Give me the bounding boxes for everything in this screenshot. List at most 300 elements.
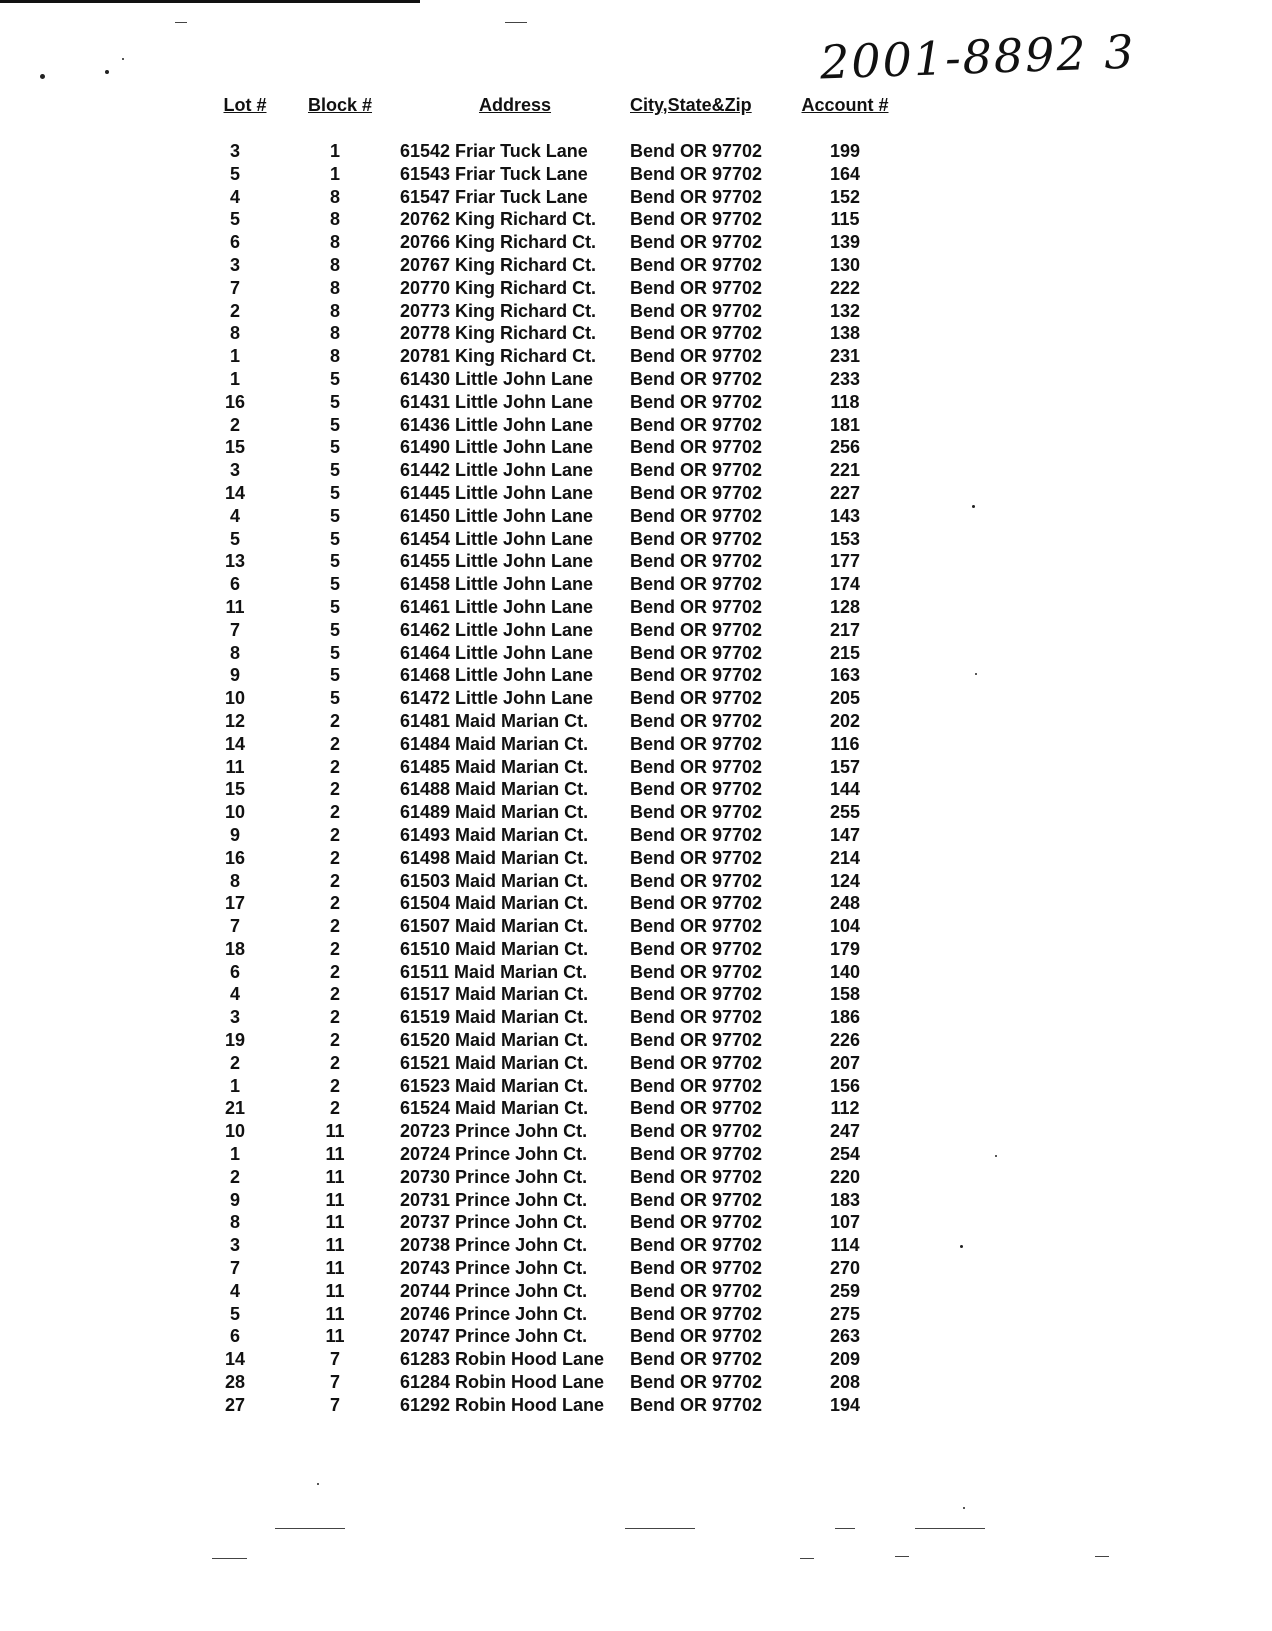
- block-cell: 2: [329, 756, 340, 777]
- account-cell: 130: [829, 254, 861, 275]
- header-address: Address: [478, 95, 552, 115]
- account-cell: 128: [829, 596, 861, 617]
- lot-cell: 6: [229, 1326, 240, 1347]
- lot-cell: 2: [229, 1052, 240, 1073]
- table-row: [200, 938, 920, 961]
- table-row: [200, 1303, 920, 1326]
- account-cell: 199: [829, 141, 861, 161]
- account-cell: 132: [829, 300, 861, 321]
- address-cell: 61484 Maid Marian Ct.: [400, 733, 589, 754]
- table-row: [200, 824, 920, 847]
- handwritten-document-number: 2001-8892 3: [819, 24, 1137, 90]
- block-cell: 5: [329, 528, 340, 549]
- lot-cell: 4: [229, 186, 240, 207]
- block-cell: 2: [329, 779, 340, 800]
- account-cell: 221: [829, 460, 861, 481]
- city-state-zip-cell: Bend OR 97702: [630, 893, 763, 914]
- account-cell: 153: [829, 528, 861, 549]
- table-row: [200, 1325, 920, 1348]
- account-cell: 158: [829, 984, 861, 1005]
- city-state-zip-cell: Bend OR 97702: [630, 141, 763, 161]
- city-state-zip-cell: Bend OR 97702: [630, 1144, 763, 1165]
- address-cell: 61523 Maid Marian Ct.: [400, 1075, 589, 1096]
- lot-cell: 15: [224, 437, 246, 458]
- lot-cell: 11: [225, 756, 245, 777]
- header-account: Account #: [801, 95, 889, 115]
- address-cell: 61430 Little John Lane: [400, 368, 594, 389]
- lot-cell: 3: [229, 1007, 240, 1028]
- address-cell: 61485 Maid Marian Ct.: [400, 756, 589, 777]
- lot-cell: 11: [225, 596, 245, 617]
- city-state-zip-cell: Bend OR 97702: [630, 916, 763, 937]
- address-cell: 20773 King Richard Ct.: [400, 300, 597, 321]
- block-cell: 5: [329, 642, 340, 663]
- scan-speck: [995, 1155, 997, 1157]
- table-row: [200, 710, 920, 733]
- block-cell: 5: [329, 688, 340, 709]
- city-state-zip-cell: Bend OR 97702: [630, 847, 763, 868]
- account-cell: 181: [829, 414, 861, 435]
- lot-cell: 19: [224, 1030, 246, 1051]
- city-state-zip-cell: Bend OR 97702: [630, 1030, 763, 1051]
- city-state-zip-cell: Bend OR 97702: [630, 1052, 763, 1073]
- table-row: [200, 322, 920, 345]
- account-cell: 139: [829, 232, 861, 253]
- table-row: [200, 1097, 920, 1120]
- table-row: [200, 186, 920, 209]
- account-cell: 275: [829, 1303, 861, 1324]
- table-row: [200, 961, 920, 984]
- account-cell: 263: [829, 1326, 861, 1347]
- table-row: [200, 1029, 920, 1052]
- block-cell: 11: [325, 1212, 345, 1233]
- table-row: [200, 482, 920, 505]
- city-state-zip-cell: Bend OR 97702: [630, 1166, 763, 1187]
- lot-cell: 7: [229, 916, 240, 937]
- account-cell: 247: [829, 1121, 861, 1142]
- lot-cell: 8: [229, 642, 240, 663]
- lot-cell: 3: [229, 460, 240, 481]
- table-row: [200, 345, 920, 368]
- lot-cell: 2: [229, 300, 240, 321]
- address-cell: 20767 King Richard Ct.: [400, 254, 597, 275]
- lot-cell: 1: [229, 346, 240, 367]
- block-cell: 2: [329, 1075, 340, 1096]
- address-cell: 61490 Little John Lane: [400, 437, 594, 458]
- city-state-zip-cell: Bend OR 97702: [630, 254, 763, 275]
- table-row: [200, 1120, 920, 1143]
- lot-cell: 3: [229, 1235, 240, 1256]
- city-state-zip-cell: Bend OR 97702: [630, 574, 763, 595]
- lot-cell: 5: [229, 1303, 240, 1324]
- address-cell: 20738 Prince John Ct.: [400, 1235, 588, 1256]
- block-cell: 2: [329, 961, 340, 982]
- account-cell: 143: [829, 505, 861, 526]
- block-cell: 2: [329, 824, 340, 845]
- city-state-zip-cell: Bend OR 97702: [630, 1280, 763, 1301]
- block-cell: 5: [329, 574, 340, 595]
- account-cell: 116: [830, 733, 860, 754]
- table-row: [200, 1052, 920, 1075]
- address-cell: 20762 King Richard Ct.: [400, 209, 597, 230]
- table-row: [200, 801, 920, 824]
- block-cell: 5: [329, 460, 340, 481]
- account-cell: 183: [829, 1189, 861, 1210]
- account-cell: 174: [829, 574, 861, 595]
- block-cell: 11: [325, 1280, 345, 1301]
- account-cell: 107: [829, 1212, 861, 1233]
- account-cell: 164: [829, 163, 861, 184]
- block-cell: 5: [329, 619, 340, 640]
- table-row: [200, 1348, 920, 1371]
- address-cell: 20737 Prince John Ct.: [400, 1212, 588, 1233]
- table-row: [200, 596, 920, 619]
- table-row: [200, 983, 920, 1006]
- table-row: [200, 1006, 920, 1029]
- address-cell: 61511 Maid Marian Ct.: [400, 961, 588, 982]
- lot-cell: 7: [229, 1258, 240, 1279]
- address-cell: 61489 Maid Marian Ct.: [400, 802, 589, 823]
- table-header: [200, 94, 920, 140]
- account-cell: 209: [829, 1349, 861, 1370]
- block-cell: 7: [329, 1394, 340, 1415]
- city-state-zip-cell: Bend OR 97702: [630, 551, 763, 572]
- city-state-zip-cell: Bend OR 97702: [630, 756, 763, 777]
- lot-cell: 10: [224, 1121, 246, 1142]
- block-cell: 7: [329, 1349, 340, 1370]
- address-cell: 20743 Prince John Ct.: [400, 1258, 588, 1279]
- account-cell: 222: [829, 277, 861, 298]
- account-cell: 179: [829, 938, 861, 959]
- table-row: [200, 1234, 920, 1257]
- account-cell: 207: [829, 1052, 861, 1073]
- lot-cell: 8: [229, 1212, 240, 1233]
- block-cell: 5: [329, 391, 340, 412]
- block-cell: 2: [329, 1052, 340, 1073]
- city-state-zip-cell: Bend OR 97702: [630, 368, 763, 389]
- account-cell: 144: [829, 779, 861, 800]
- account-cell: 254: [829, 1144, 861, 1165]
- account-cell: 104: [829, 916, 861, 937]
- table-row: [200, 414, 920, 437]
- city-state-zip-cell: Bend OR 97702: [630, 961, 763, 982]
- table-row: [200, 368, 920, 391]
- city-state-zip-cell: Bend OR 97702: [630, 870, 763, 891]
- block-cell: 8: [329, 186, 340, 207]
- block-cell: 2: [329, 984, 340, 1005]
- city-state-zip-cell: Bend OR 97702: [630, 1258, 763, 1279]
- address-cell: 61292 Robin Hood Lane: [400, 1394, 605, 1415]
- address-cell: 20744 Prince John Ct.: [400, 1280, 588, 1301]
- city-state-zip-cell: Bend OR 97702: [630, 209, 763, 230]
- address-cell: 61481 Maid Marian Ct.: [400, 710, 589, 731]
- table-row: [200, 892, 920, 915]
- city-state-zip-cell: Bend OR 97702: [630, 596, 763, 617]
- address-cell: 61504 Maid Marian Ct.: [400, 893, 589, 914]
- block-cell: 11: [325, 1121, 345, 1142]
- lot-cell: 6: [229, 961, 240, 982]
- lot-account-table: [200, 94, 920, 1417]
- account-cell: 215: [829, 642, 861, 663]
- block-cell: 8: [329, 232, 340, 253]
- address-cell: 61503 Maid Marian Ct.: [400, 870, 589, 891]
- city-state-zip-cell: Bend OR 97702: [630, 482, 763, 503]
- account-cell: 220: [829, 1166, 861, 1187]
- account-cell: 202: [829, 710, 861, 731]
- city-state-zip-cell: Bend OR 97702: [630, 733, 763, 754]
- table-row: [200, 664, 920, 687]
- lot-cell: 2: [229, 1166, 240, 1187]
- city-state-zip-cell: Bend OR 97702: [630, 1235, 763, 1256]
- lot-cell: 18: [224, 938, 246, 959]
- account-cell: 112: [830, 1098, 860, 1119]
- account-cell: 152: [829, 186, 861, 207]
- scan-speck: [122, 58, 124, 60]
- city-state-zip-cell: Bend OR 97702: [630, 346, 763, 367]
- address-cell: 20747 Prince John Ct.: [400, 1326, 588, 1347]
- table-row: [200, 1257, 920, 1280]
- city-state-zip-cell: Bend OR 97702: [630, 1372, 763, 1393]
- account-cell: 138: [829, 323, 861, 344]
- address-cell: 20723 Prince John Ct.: [400, 1121, 588, 1142]
- lot-cell: 10: [224, 802, 246, 823]
- scan-dash: [1095, 1556, 1109, 1557]
- table-row: [200, 870, 920, 893]
- scan-dash: [800, 1558, 814, 1559]
- lot-cell: 8: [229, 323, 240, 344]
- lot-cell: 4: [229, 1280, 240, 1301]
- table-row: [200, 1280, 920, 1303]
- lot-cell: 7: [229, 277, 240, 298]
- account-cell: 227: [829, 482, 861, 503]
- city-state-zip-cell: Bend OR 97702: [630, 1212, 763, 1233]
- city-state-zip-cell: Bend OR 97702: [630, 1007, 763, 1028]
- scan-dash: [175, 22, 187, 23]
- address-cell: 20770 King Richard Ct.: [400, 277, 597, 298]
- block-cell: 2: [329, 1098, 340, 1119]
- scan-speck: [105, 70, 109, 74]
- city-state-zip-cell: Bend OR 97702: [630, 642, 763, 663]
- lot-cell: 27: [224, 1394, 246, 1415]
- table-row: [200, 528, 920, 551]
- account-cell: 226: [829, 1030, 861, 1051]
- block-cell: 5: [329, 482, 340, 503]
- lot-cell: 15: [224, 779, 246, 800]
- lot-cell: 5: [229, 209, 240, 230]
- table-row: [200, 1211, 920, 1234]
- table-row: [200, 687, 920, 710]
- account-cell: 140: [829, 961, 861, 982]
- lot-cell: 8: [229, 870, 240, 891]
- city-state-zip-cell: Bend OR 97702: [630, 1349, 763, 1370]
- address-cell: 61519 Maid Marian Ct.: [400, 1007, 589, 1028]
- account-cell: 255: [829, 802, 861, 823]
- lot-cell: 17: [224, 893, 246, 914]
- block-cell: 5: [329, 505, 340, 526]
- table-row: [200, 231, 920, 254]
- city-state-zip-cell: Bend OR 97702: [630, 779, 763, 800]
- block-cell: 2: [329, 893, 340, 914]
- account-cell: 231: [829, 346, 861, 367]
- city-state-zip-cell: Bend OR 97702: [630, 1121, 763, 1142]
- account-cell: 147: [829, 824, 861, 845]
- block-cell: 2: [329, 1007, 340, 1028]
- city-state-zip-cell: Bend OR 97702: [630, 186, 763, 207]
- address-cell: 61284 Robin Hood Lane: [400, 1372, 605, 1393]
- lot-cell: 10: [224, 688, 246, 709]
- block-cell: 11: [325, 1235, 345, 1256]
- block-cell: 5: [329, 596, 340, 617]
- table-row: [200, 208, 920, 231]
- lot-cell: 7: [229, 619, 240, 640]
- scan-edge-mark: [0, 0, 420, 3]
- address-cell: 20746 Prince John Ct.: [400, 1303, 588, 1324]
- account-cell: 177: [829, 551, 861, 572]
- city-state-zip-cell: Bend OR 97702: [630, 1394, 763, 1415]
- lot-cell: 9: [229, 665, 240, 686]
- block-cell: 7: [329, 1372, 340, 1393]
- address-cell: 20778 King Richard Ct.: [400, 323, 597, 344]
- address-cell: 61283 Robin Hood Lane: [400, 1349, 605, 1370]
- table-row: [200, 140, 920, 163]
- city-state-zip-cell: Bend OR 97702: [630, 437, 763, 458]
- city-state-zip-cell: Bend OR 97702: [630, 1303, 763, 1324]
- account-cell: 186: [829, 1007, 861, 1028]
- table-row: [200, 277, 920, 300]
- table-row: [200, 1166, 920, 1189]
- table-row: [200, 1143, 920, 1166]
- scan-speck: [317, 1483, 319, 1485]
- lot-cell: 9: [229, 824, 240, 845]
- lot-cell: 5: [229, 528, 240, 549]
- header-lot: Lot #: [223, 95, 267, 115]
- block-cell: 8: [329, 209, 340, 230]
- lot-cell: 3: [229, 141, 240, 161]
- table-row: [200, 1189, 920, 1212]
- table-row: [200, 254, 920, 277]
- account-cell: 194: [829, 1394, 861, 1415]
- block-cell: 11: [325, 1144, 345, 1165]
- table-row: [200, 505, 920, 528]
- city-state-zip-cell: Bend OR 97702: [630, 824, 763, 845]
- block-cell: 2: [329, 916, 340, 937]
- table-row: [200, 300, 920, 323]
- address-cell: 61431 Little John Lane: [400, 391, 594, 412]
- scan-speck: [975, 673, 977, 675]
- block-cell: 2: [329, 802, 340, 823]
- city-state-zip-cell: Bend OR 97702: [630, 802, 763, 823]
- scan-dash: [915, 1528, 985, 1529]
- address-cell: 61521 Maid Marian Ct.: [400, 1052, 589, 1073]
- block-cell: 8: [329, 323, 340, 344]
- address-cell: 20730 Prince John Ct.: [400, 1166, 588, 1187]
- account-cell: 217: [829, 619, 861, 640]
- block-cell: 8: [329, 346, 340, 367]
- address-cell: 61454 Little John Lane: [400, 528, 594, 549]
- table-row: [200, 436, 920, 459]
- account-cell: 270: [829, 1258, 861, 1279]
- table-row: [200, 847, 920, 870]
- scan-speck: [963, 1507, 965, 1509]
- address-cell: 20766 King Richard Ct.: [400, 232, 597, 253]
- block-cell: 5: [329, 437, 340, 458]
- lot-cell: 13: [224, 551, 246, 572]
- address-cell: 61462 Little John Lane: [400, 619, 594, 640]
- address-cell: 61493 Maid Marian Ct.: [400, 824, 589, 845]
- account-cell: 248: [829, 893, 861, 914]
- block-cell: 8: [329, 300, 340, 321]
- address-cell: 61445 Little John Lane: [400, 482, 594, 503]
- lot-cell: 6: [229, 574, 240, 595]
- scan-speck: [960, 1245, 963, 1248]
- lot-cell: 6: [229, 232, 240, 253]
- account-cell: 259: [829, 1280, 861, 1301]
- block-cell: 5: [329, 368, 340, 389]
- city-state-zip-cell: Bend OR 97702: [630, 528, 763, 549]
- address-cell: 61547 Friar Tuck Lane: [400, 186, 588, 207]
- account-cell: 208: [829, 1372, 861, 1393]
- address-cell: 61458 Little John Lane: [400, 574, 594, 595]
- city-state-zip-cell: Bend OR 97702: [630, 505, 763, 526]
- lot-cell: 14: [224, 733, 246, 754]
- address-cell: 61517 Maid Marian Ct.: [400, 984, 589, 1005]
- lot-cell: 16: [224, 391, 246, 412]
- address-cell: 61542 Friar Tuck Lane: [400, 141, 588, 161]
- address-cell: 20781 King Richard Ct.: [400, 346, 597, 367]
- lot-cell: 14: [224, 482, 246, 503]
- address-cell: 20731 Prince John Ct.: [400, 1189, 588, 1210]
- account-cell: 124: [829, 870, 861, 891]
- lot-cell: 16: [224, 847, 246, 868]
- block-cell: 2: [329, 1030, 340, 1051]
- address-cell: 61472 Little John Lane: [400, 688, 594, 709]
- city-state-zip-cell: Bend OR 97702: [630, 1075, 763, 1096]
- address-cell: 61436 Little John Lane: [400, 414, 594, 435]
- block-cell: 11: [325, 1189, 345, 1210]
- scan-dash: [505, 22, 527, 23]
- city-state-zip-cell: Bend OR 97702: [630, 391, 763, 412]
- block-cell: 11: [325, 1326, 345, 1347]
- account-cell: 256: [829, 437, 861, 458]
- address-cell: 61524 Maid Marian Ct.: [400, 1098, 589, 1119]
- city-state-zip-cell: Bend OR 97702: [630, 1326, 763, 1347]
- lot-cell: 28: [224, 1372, 246, 1393]
- block-cell: 1: [329, 163, 340, 184]
- address-cell: 61498 Maid Marian Ct.: [400, 847, 589, 868]
- block-cell: 11: [325, 1166, 345, 1187]
- block-cell: 8: [329, 254, 340, 275]
- block-cell: 5: [329, 665, 340, 686]
- scan-speck: [972, 505, 975, 508]
- block-cell: 5: [329, 414, 340, 435]
- table-row: [200, 1394, 920, 1417]
- city-state-zip-cell: Bend OR 97702: [630, 984, 763, 1005]
- account-cell: 157: [829, 756, 861, 777]
- block-cell: 2: [329, 847, 340, 868]
- block-cell: 1: [329, 141, 340, 161]
- table-row: [200, 391, 920, 414]
- city-state-zip-cell: Bend OR 97702: [630, 163, 763, 184]
- scan-dash: [895, 1556, 909, 1557]
- city-state-zip-cell: Bend OR 97702: [630, 460, 763, 481]
- lot-cell: 14: [224, 1349, 246, 1370]
- table-row: [200, 619, 920, 642]
- lot-cell: 3: [229, 254, 240, 275]
- address-cell: 20724 Prince John Ct.: [400, 1144, 588, 1165]
- city-state-zip-cell: Bend OR 97702: [630, 688, 763, 709]
- scan-dash: [625, 1528, 695, 1529]
- scan-dash: [275, 1528, 345, 1529]
